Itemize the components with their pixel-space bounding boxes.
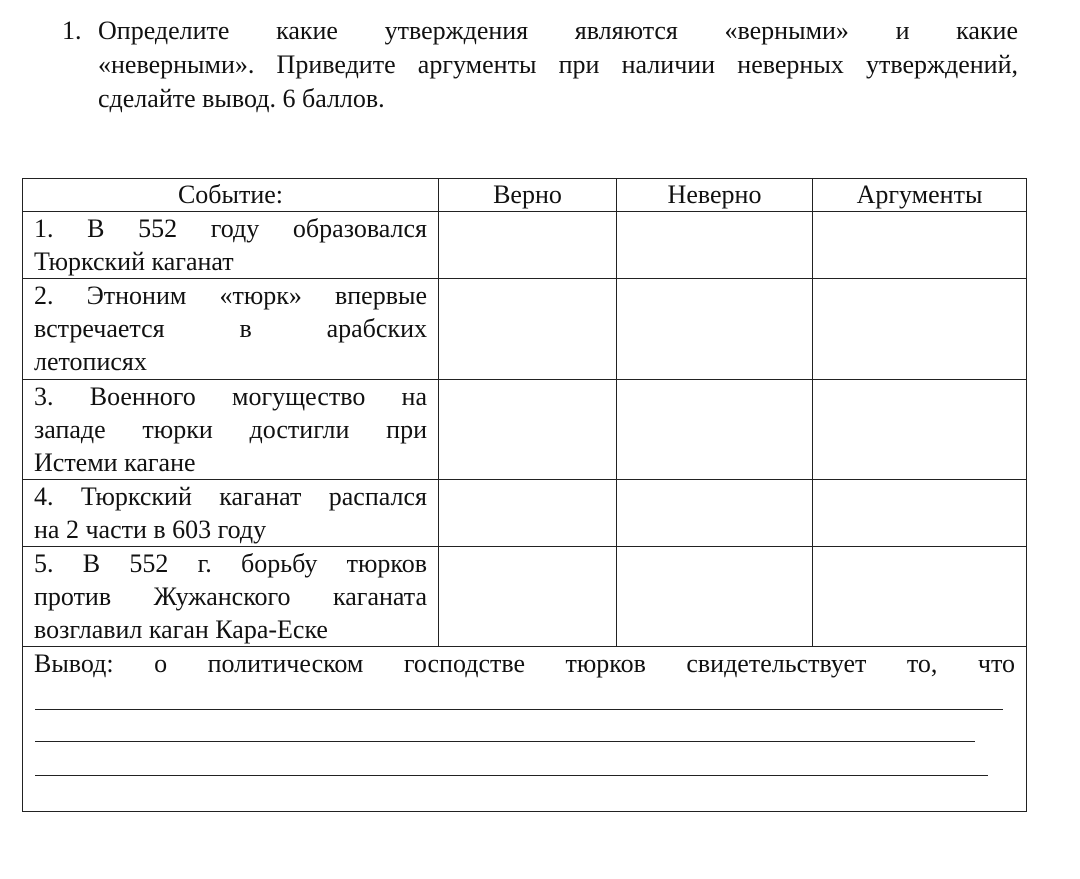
conclusion-cell[interactable] [23, 647, 1027, 812]
conclusion-text: Вывод: о политическом господстве тюрков свидетельствует то, что [34, 649, 1015, 678]
arguments-cell[interactable] [813, 279, 1027, 380]
header-arguments: Аргументы [813, 179, 1027, 212]
task-line-2: «неверными». Приведите аргументы при наличии неверных утверждений, [98, 50, 1018, 79]
true-cell[interactable] [439, 212, 617, 279]
table-row [23, 212, 1027, 279]
answer-table [22, 178, 1027, 812]
false-cell[interactable] [617, 212, 813, 279]
table-row [23, 279, 1027, 380]
conclusion-row [23, 647, 1027, 812]
event-text: западе тюрки достигли при [34, 415, 427, 444]
event-text: 1. В 552 году образовался [34, 214, 427, 243]
table-row [23, 380, 1027, 480]
true-cell[interactable] [439, 547, 617, 647]
event-text: встречается в арабских [34, 314, 427, 343]
event-text: Тюркский каганат [34, 247, 234, 276]
answer-line[interactable] [35, 741, 975, 742]
event-cell [23, 279, 439, 380]
task-number: 1. [62, 16, 82, 45]
answer-line[interactable] [35, 775, 988, 776]
event-text: возглавил каган Кара-Еске [34, 615, 328, 644]
true-cell[interactable] [439, 480, 617, 547]
arguments-cell[interactable] [813, 380, 1027, 480]
event-text: 2. Этноним «тюрк» впервые [34, 281, 427, 310]
event-cell [23, 480, 439, 547]
event-cell [23, 380, 439, 480]
header-true: Верно [439, 179, 617, 212]
event-text: на 2 части в 603 году [34, 515, 267, 544]
arguments-cell[interactable] [813, 212, 1027, 279]
table-row [23, 547, 1027, 647]
table-row [23, 480, 1027, 547]
answer-line[interactable] [35, 709, 1003, 710]
task-line-1: Определите какие утверждения являются «верными» и какие [98, 16, 1018, 45]
table-header-row [23, 179, 1027, 212]
header-event: Событие: [23, 179, 439, 212]
arguments-cell[interactable] [813, 480, 1027, 547]
event-text: Истеми кагане [34, 448, 196, 477]
event-text: 4. Тюркский каганат распался [34, 482, 427, 511]
event-text: летописях [34, 347, 147, 376]
arguments-cell[interactable] [813, 547, 1027, 647]
true-cell[interactable] [439, 279, 617, 380]
false-cell[interactable] [617, 547, 813, 647]
event-cell [23, 547, 439, 647]
event-text: 5. В 552 г. борьбу тюрков [34, 549, 427, 578]
task-line-3: сделайте вывод. 6 баллов. [98, 84, 385, 113]
true-cell[interactable] [439, 380, 617, 480]
task-instruction [62, 14, 1018, 116]
false-cell[interactable] [617, 380, 813, 480]
event-text: 3. Военного могущество на [34, 382, 427, 411]
false-cell[interactable] [617, 480, 813, 547]
false-cell[interactable] [617, 279, 813, 380]
event-text: против Жужанского каганата [34, 582, 427, 611]
header-false: Неверно [617, 179, 813, 212]
event-cell [23, 212, 439, 279]
